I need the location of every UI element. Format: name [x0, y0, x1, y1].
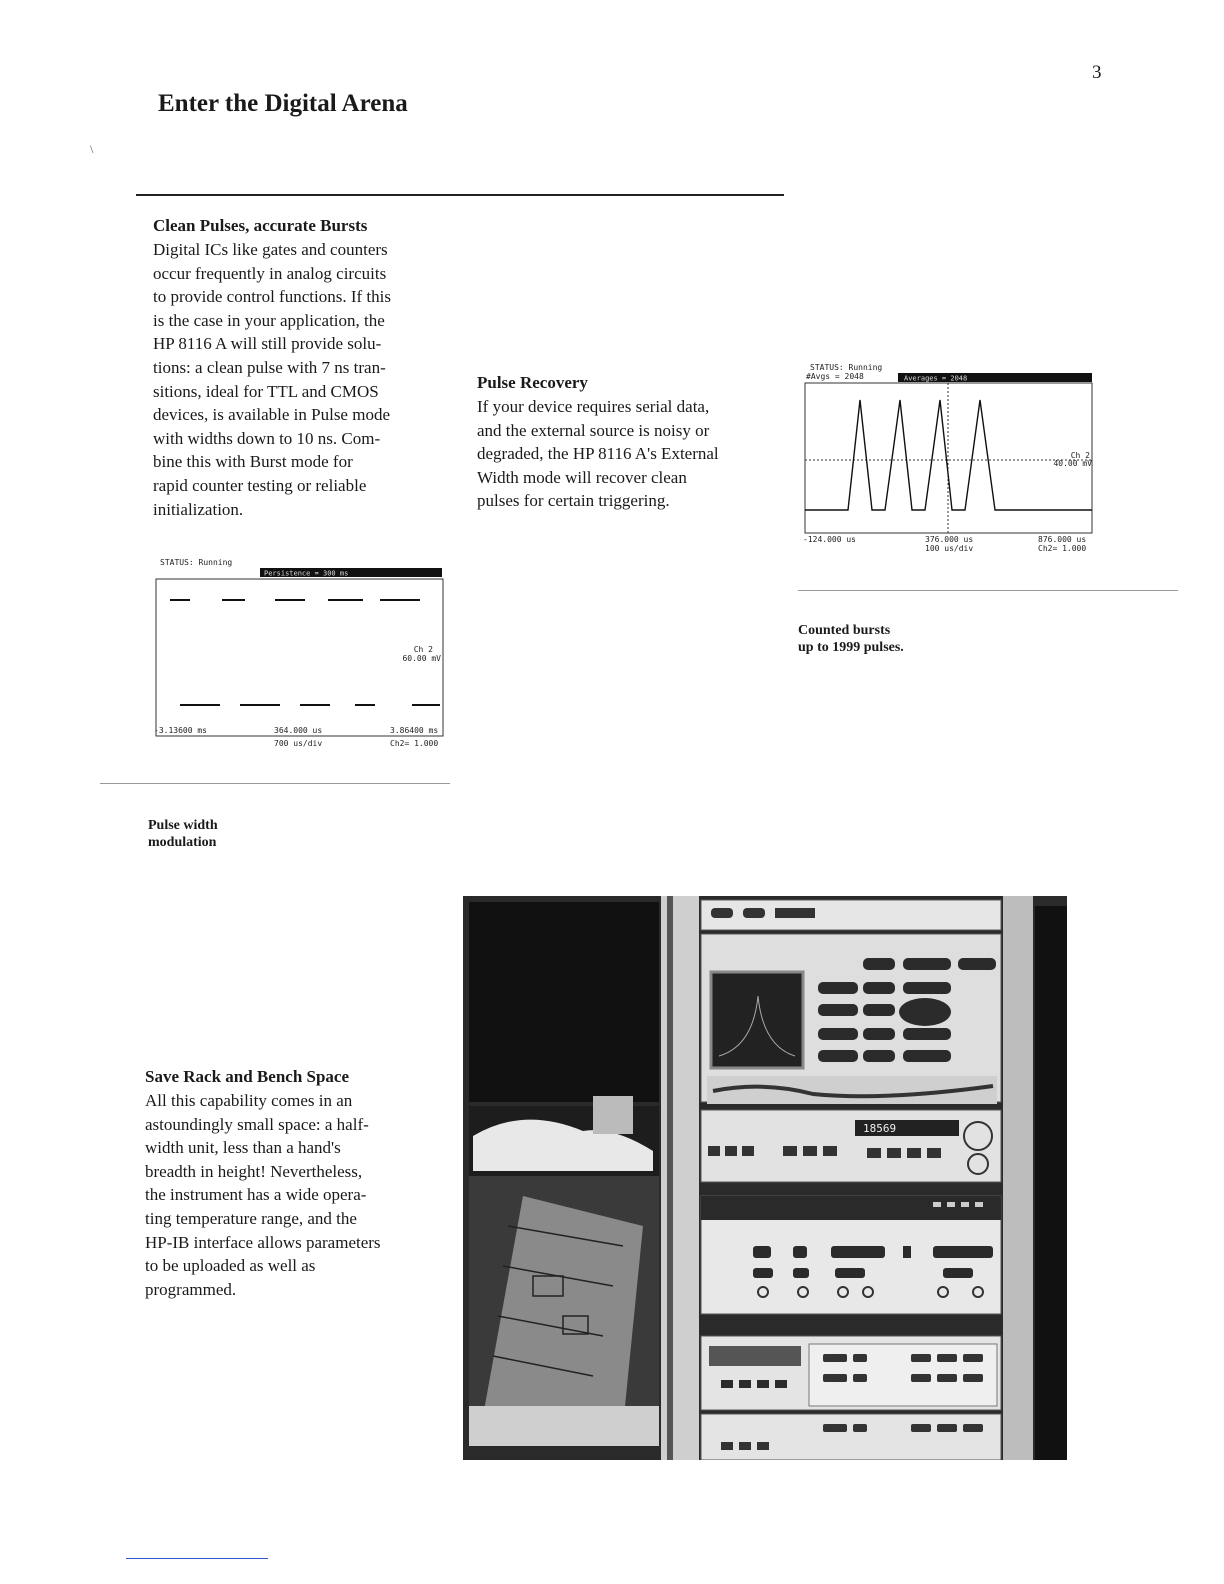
body-line: HP 8116 A will still provide solu-: [153, 334, 382, 354]
body-line: astoundingly small space: a half-: [145, 1114, 369, 1134]
scope-x-left: -3.13600 ms: [154, 726, 207, 735]
scope-ch-label: Ch 2: [1070, 451, 1090, 460]
caption-line: Pulse width: [148, 818, 218, 833]
section-heading: Clean Pulses, accurate Bursts: [153, 216, 368, 235]
section-pulse-recovery: [477, 371, 787, 513]
body-line: sitions, ideal for TTL and CMOS: [153, 381, 379, 401]
scope-ch-value: 40.00 mV: [1053, 459, 1092, 468]
caption-pwm: [148, 817, 218, 851]
scope-trace-pwm: [150, 552, 450, 754]
scope-ch-scale: Ch2= 1.000: [1038, 544, 1087, 553]
page-number: 3: [1092, 62, 1102, 83]
scope-x-right: 876.000 us: [1038, 535, 1087, 544]
scope-ch-value: 60.00 mV: [402, 654, 441, 663]
caption-rule: [798, 590, 1178, 591]
body-line: rapid counter testing or reliable: [153, 475, 367, 495]
stray-mark: \: [90, 142, 94, 156]
footer-rule: [126, 1558, 268, 1559]
page-title: Enter the Digital Arena: [158, 90, 408, 117]
scope-graticule: [156, 579, 443, 736]
photo-display-readout: 18569: [863, 1122, 897, 1135]
body-line: tions: a clean pulse with 7 ns tran-: [153, 357, 386, 377]
scope-x-mid: 364.000 us: [274, 726, 323, 735]
body-line: breadth in height! Nevertheless,: [145, 1161, 363, 1181]
caption-bursts: [798, 622, 904, 656]
caption-rule: [100, 783, 450, 784]
scope-x-left: -124.000 us: [803, 535, 856, 544]
body-line: If your device requires serial data,: [477, 397, 710, 416]
body-line: ting temperature range, and the: [145, 1208, 357, 1228]
body-line: and the external source is noisy or: [477, 420, 710, 440]
instrument-rack-photo: [463, 896, 1067, 1460]
body-line: devices, is available in Pulse mode: [153, 405, 390, 425]
body-line: to be uploaded as well as: [145, 1256, 316, 1276]
scope-bar-label: Persistence = 300 ms: [264, 569, 349, 578]
body-line: All this capability comes in an: [145, 1091, 353, 1110]
body-line: initialization.: [153, 499, 244, 519]
scope-status: STATUS: Running: [160, 558, 233, 567]
section-heading: Save Rack and Bench Space: [145, 1067, 350, 1086]
scope-avgs: #Avgs = 2048: [806, 372, 864, 381]
section-clean-pulses: [153, 214, 463, 521]
body-line: is the case in your application, the: [153, 310, 385, 330]
scope-x-right: 3.86400 ms: [390, 726, 439, 735]
section-save-rack: [145, 1065, 445, 1301]
body-line: HP-IB interface allows parameters: [145, 1232, 381, 1252]
body-line: with widths down to 10 ns. Com-: [153, 428, 381, 448]
caption-line: modulation: [148, 835, 217, 850]
body-line: width unit, less than a hand's: [145, 1138, 341, 1158]
scope-status: STATUS: Running: [810, 363, 883, 372]
body-line: degraded, the HP 8116 A's External: [477, 444, 719, 464]
scope-timebase: 700 us/div: [274, 739, 323, 748]
header-rule: [136, 194, 784, 196]
body-line: bine this with Burst mode for: [153, 452, 353, 472]
section-heading: Pulse Recovery: [477, 373, 588, 392]
scope-ch-scale: Ch2= 1.000: [390, 739, 439, 748]
scope-trace-bursts: [800, 360, 1100, 556]
scope-bar-label: Averages = 2048: [904, 374, 968, 383]
body-line: pulses for certain triggering.: [477, 491, 670, 511]
body-line: the instrument has a wide opera-: [145, 1185, 367, 1205]
caption-line: Counted bursts: [798, 623, 891, 638]
scope-x-mid: 376.000 us: [925, 535, 974, 544]
body-line: to provide control functions. If this: [153, 287, 391, 307]
body-line: Width mode will recover clean: [477, 467, 687, 487]
scope-ch-label: Ch 2: [413, 645, 433, 654]
body-line: occur frequently in analog circuits: [153, 263, 387, 283]
body-line: Digital ICs like gates and counters: [153, 240, 388, 259]
scope-timebase: 100 us/div: [925, 544, 974, 553]
body-line: programmed.: [145, 1279, 237, 1299]
caption-line: up to 1999 pulses.: [798, 640, 904, 655]
